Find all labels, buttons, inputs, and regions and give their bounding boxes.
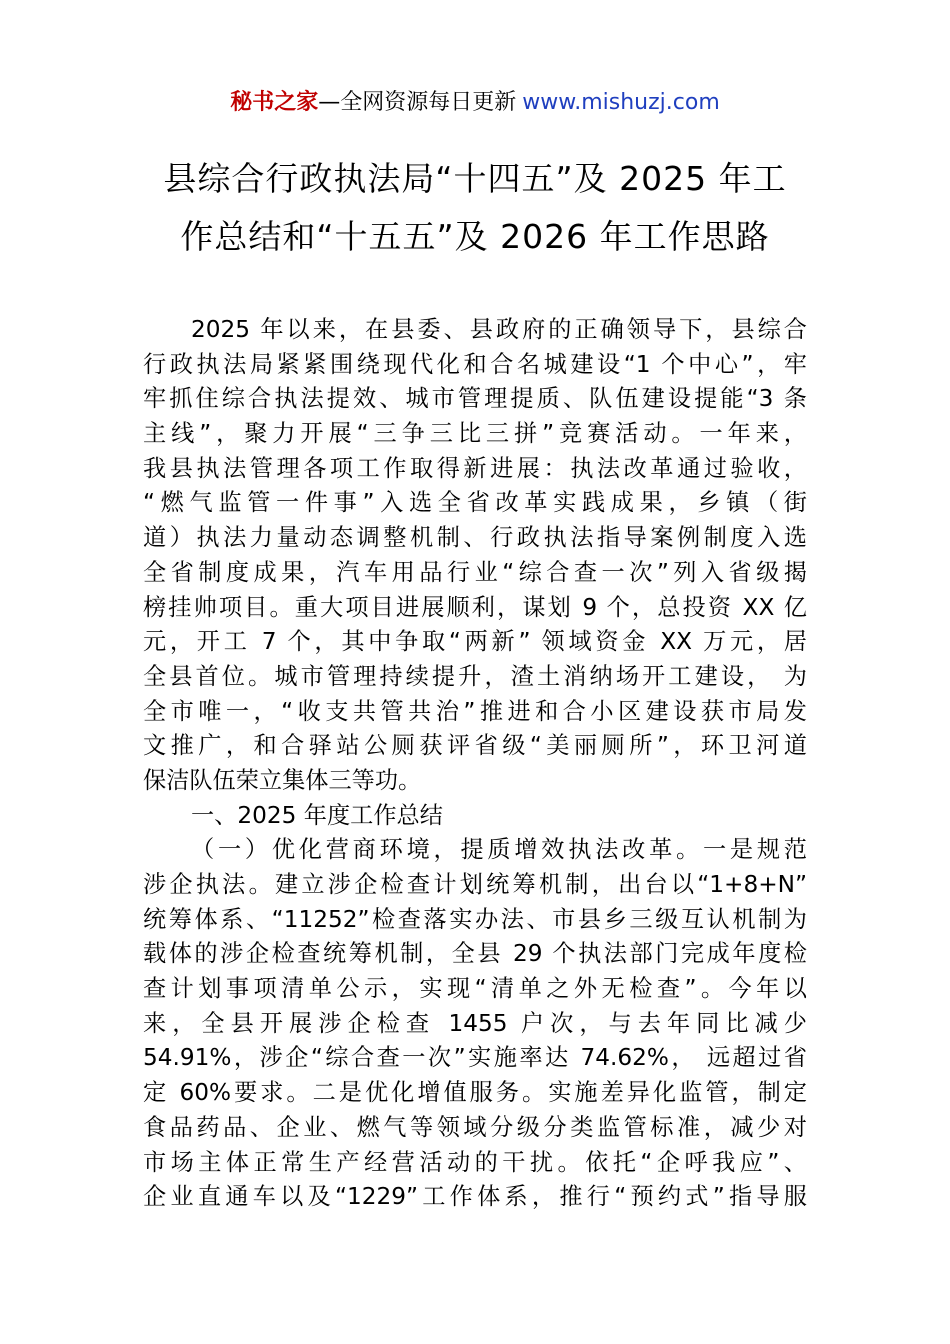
body-line: 涉企执法。建立涉企检查计划统筹机制，出台以“1+8+N” — [143, 871, 807, 898]
body-line: 全省制度成果，汽车用品行业“综合查一次”列入省级揭 — [143, 558, 807, 586]
body-line: 2025 年以来，在县委、县政府的正确领导下，县综合 — [191, 316, 807, 343]
document-body — [143, 313, 807, 1215]
document-title — [150, 150, 800, 266]
body-line: 定 60%要求。二是优化增值服务。实施差异化监管，制定 — [143, 1079, 807, 1107]
body-line: 文推广，和合驿站公厕获评省级“美丽厕所”，环卫河道 — [143, 732, 807, 760]
body-line: “燃气监管一件事”入选全省改革实践成果，乡镇（街 — [143, 489, 807, 517]
body-line: 54.91%，涉企“综合查一次”实施率达 74.62%， 远超过省 — [143, 1044, 807, 1072]
body-line: 我县执法管理各项工作取得新进展：执法改革通过验收， — [143, 454, 807, 482]
body-line: 全市唯一，“收支共管共治”推进和合小区建设获市局发 — [143, 697, 807, 725]
body-line: 榜挂帅项目。重大项目进展顺利，谋划 9 个，总投资 XX 亿 — [143, 593, 807, 621]
body-line: 主线”，聚力开展“三争三比三拼”竞赛活动。一年来， — [143, 420, 807, 448]
header-dash: — — [318, 90, 341, 115]
body-line: 保洁队伍荣立集体三等功。 — [143, 766, 422, 794]
site-url-link[interactable]: www.mishuzj.com — [522, 90, 720, 115]
site-header — [0, 86, 950, 120]
body-line: 载体的涉企检查统筹机制，全县 29 个执法部门完成年度检 — [143, 940, 807, 968]
body-line: 元，开工 7 个，其中争取“两新” 领域资金 XX 万元，居 — [143, 628, 807, 656]
body-line: 道）执法力量动态调整机制、行政执法指导案例制度入选 — [143, 524, 807, 552]
section-heading: 一、2025 年度工作总结 — [191, 801, 443, 829]
body-line: 统筹体系、“11252”检查落实办法、市县乡三级互认机制为 — [143, 905, 807, 933]
title-line-1: 县综合行政执法局“十四五”及 2025 年工 — [163, 159, 787, 198]
body-line: 企业直通车以及“1229”工作体系，推行“预约式”指导服 — [143, 1183, 807, 1211]
body-line: 行政执法局紧紧围绕现代化和合名城建设“1 个中心”，牢 — [143, 350, 807, 378]
body-line: 市场主体正常生产经营活动的干扰。依托“企呼我应”、 — [143, 1148, 807, 1176]
body-line: 查计划事项清单公示，实现“清单之外无检查”。今年以 — [143, 975, 807, 1003]
body-line: 牢抓住综合执法提效、城市管理提质、队伍建设提能“3 条 — [143, 385, 807, 413]
body-line: 来，全县开展涉企检查 1455 户次，与去年同比减少 — [143, 1009, 807, 1037]
body-line: （一）优化营商环境，提质增效执法改革。一是规范 — [191, 836, 807, 864]
brand-name: 秘书之家 — [230, 90, 319, 115]
header-tagline: 全网资源每日更新 — [340, 90, 517, 115]
body-line: 全县首位。城市管理持续提升，渣土消纳场开工建设， 为 — [143, 662, 807, 690]
body-line: 食品药品、企业、燃气等领域分级分类监管标准，减少对 — [143, 1113, 807, 1141]
title-line-2: 作总结和“十五五”及 2026 年工作思路 — [180, 217, 770, 256]
